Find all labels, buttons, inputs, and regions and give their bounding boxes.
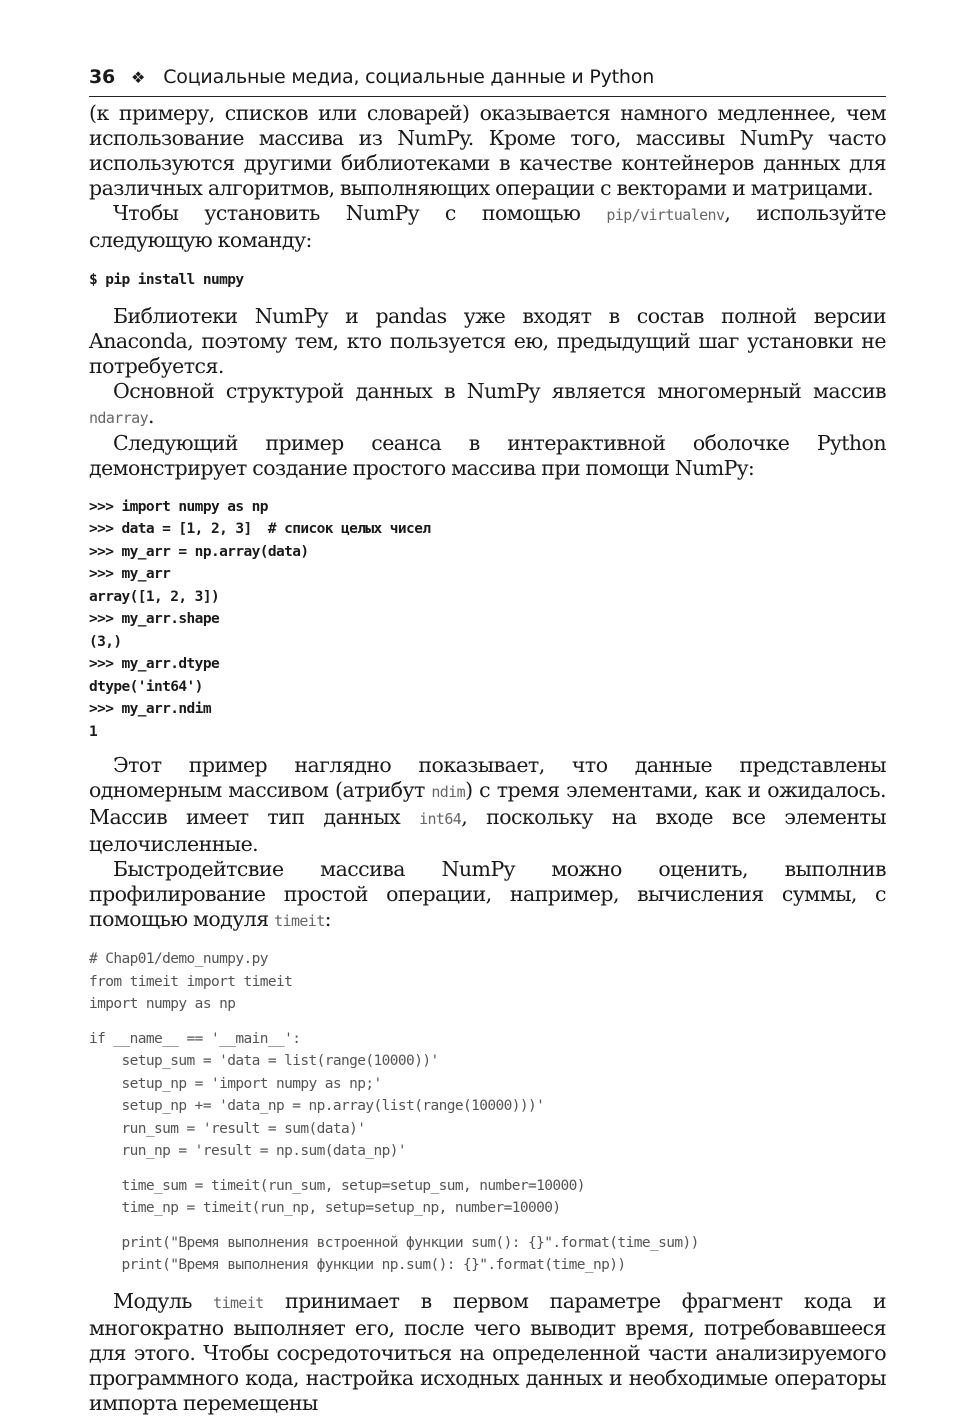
code-demo-numpy [89,948,886,1277]
paragraph-install-text-1: Чтобы установить NumPy с помощью [113,201,607,225]
code-line: >>> my_arr [89,566,171,582]
code-line: >>> my_arr.ndim [89,701,211,717]
code-line: (3,) [89,633,122,650]
paragraph-session-intro: Следующий пример сеанса в интерактивной оболочке Python демонстрирует создание простого массива при помощи NumPy: [89,430,886,480]
inline-code-ndim: ndim [431,783,466,801]
code-line: setup_np = 'import numpy as np;' [89,1075,382,1092]
paragraph-explanation-text-2: ) с тремя элементами, как и ожидалось. Массив имеет тип данных [89,778,886,829]
code-line: >>> import numpy as np [89,498,268,515]
paragraph-timeit-description [89,1289,886,1416]
code-line: >>> data = [1, 2, 3] # список целых чисел [89,521,431,537]
code-line: run_sum = 'result = sum(data)' [89,1120,366,1137]
code-line: import numpy as np [89,996,236,1012]
paragraph-performance-text-2: : [324,907,332,931]
code-line: setup_sum = 'data = list(range(10000))' [89,1053,439,1069]
code-blank-line [89,1016,886,1028]
code-line: if __name__ == '__main__': [89,1030,301,1047]
running-header [89,66,886,97]
book-page [89,66,886,1416]
inline-code-timeit-2: timeit [213,1293,264,1312]
paragraph-continuation: (к примеру, списков или словарей) оказывается намного медленнее, чем использование массива из NumPy. Кроме того, массивы NumPy часто используются другими библиотеками в качестве контейнеров данных для различных алгоритмов, выполняющих операции с векторами и матрицами. [89,101,886,200]
paragraph-explanation-text-1: Этот пример наглядно показывает, что данные представлены одномерным массивом (атрибут [89,753,886,802]
paragraph-install [89,201,886,253]
code-line: time_np = timeit(run_np, setup=setup_np, number=10000) [89,1200,561,1216]
code-line: >>> my_arr = np.array(data) [89,543,309,560]
code-install-command: $ pip install numpy [89,272,244,288]
paragraph-ndarray-text-2: . [148,403,154,428]
paragraph-ndarray-text-1: Основной структурой данных в NumPy является многомерный массив [113,378,886,403]
code-line: >>> my_arr.dtype [89,656,220,672]
code-blank-line [89,1220,886,1232]
paragraph-timeit-text-1: Модуль [113,1288,214,1313]
paragraph-explanation [89,753,886,857]
paragraph-timeit-text-2: принимает в первом параметре фрагмент кода и многократно выполняет его, после чего выводит время, потребовавшееся для этого. Чтобы сосредоточиться на определенной части анализируемого программного кода, настройка исходных данных и необходимые операторы импорта перемещены [89,1288,886,1415]
code-line: >>> my_arr.shape [89,611,220,627]
code-line: run_np = 'result = np.sum(data_np)' [89,1143,407,1159]
page-number: 36 [89,66,116,88]
paragraph-performance [89,857,886,934]
ornament-separator: ❖ [131,68,146,87]
paragraph-ndarray [89,379,886,431]
code-line: dtype('int64') [89,678,203,695]
paragraph-anaconda: Библиотеки NumPy и pandas уже входят в состав полной версии Anaconda, поэтому тем, кто пользуется ею, предыдущий шаг установки не потребуется. [89,303,886,378]
paragraph-performance-text-1: Быстродейтсвие массива NumPy можно оценить, выполнив профилирование простой операции, например, вычисления суммы, с помощью модуля [89,857,886,931]
code-line: # Chap01/demo_numpy.py [89,951,268,967]
inline-code-int64: int64 [419,810,462,828]
paragraph-install-text-2: , используйте следующую команду: [89,201,886,252]
paragraph-explanation-text-3: , поскольку на входе все элементы целочисленные. [89,805,886,856]
code-interactive-session [89,496,886,744]
code-line: print("Время выполнения функции np.sum(): {}".format(time_np)) [89,1257,626,1273]
code-blank-line [89,1163,886,1175]
code-line: print("Время выполнения встроенной функции sum(): {}".format(time_sum)) [89,1234,699,1251]
code-line: from timeit import timeit [89,973,293,990]
code-line: time_sum = timeit(run_sum, setup=setup_sum, number=10000) [89,1177,585,1194]
inline-code-timeit: timeit [274,912,325,930]
inline-code-ndarray: ndarray [89,408,149,427]
inline-code-pip: pip/virtualenv [606,206,725,224]
code-line: array([1, 2, 3]) [89,588,220,605]
code-line: setup_np += 'data_np = np.array(list(range(10000)))' [89,1098,545,1114]
chapter-title: Социальные медиа, социальные данные и Python [163,66,655,88]
code-line: 1 [89,723,98,740]
